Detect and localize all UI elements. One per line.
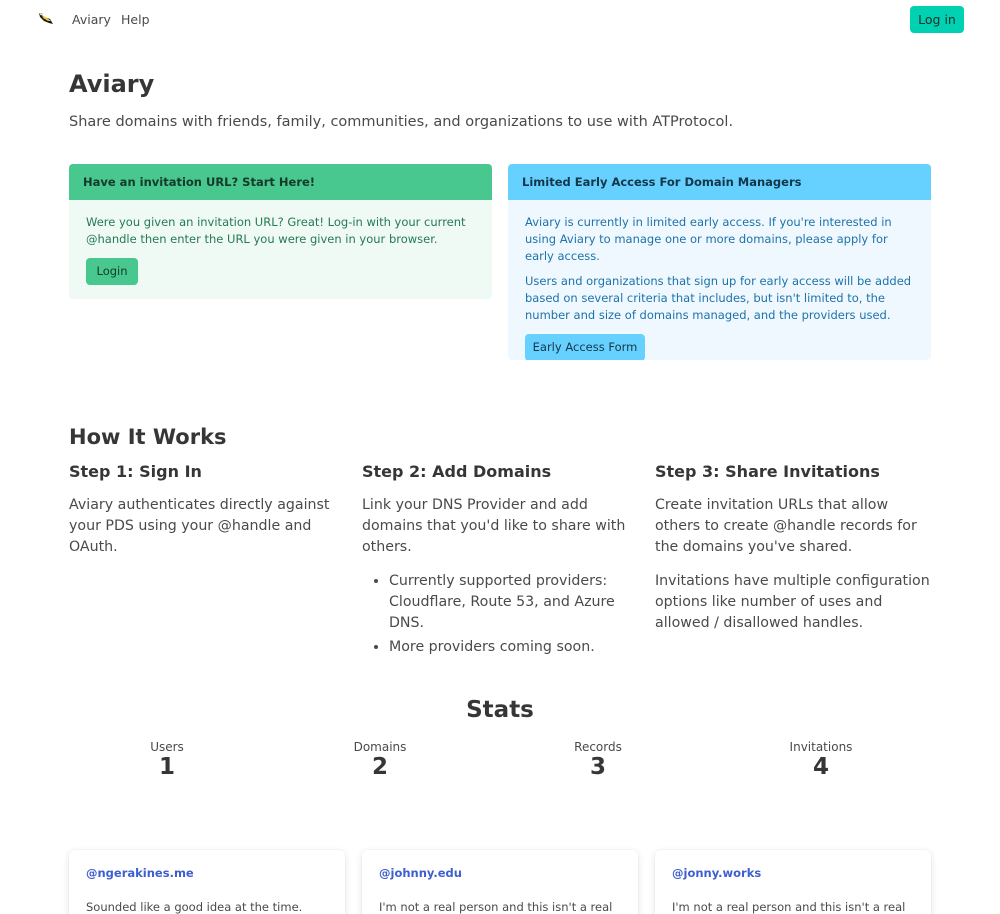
stat-value: 2 (371, 754, 388, 780)
nav-aviary-link[interactable]: Aviary (72, 12, 111, 27)
testimonial-text: I'm not a real person and this isn't a real (379, 900, 613, 914)
testimonial-text: Sounded like a good idea at the time. (86, 900, 303, 914)
navbar (0, 0, 1000, 38)
testimonial-handle-link[interactable]: @ngerakines.me (86, 866, 194, 880)
bird-logo-icon[interactable] (37, 10, 55, 28)
step-title: Step 3: Share Invitations (655, 462, 880, 481)
invitation-message (69, 164, 492, 299)
stat-label: Records (574, 740, 622, 754)
testimonial-handle-link[interactable]: @jonny.works (672, 866, 762, 880)
stat-label: Domains (353, 740, 407, 754)
list-item: • More providers coming soon. (389, 637, 642, 658)
list-item: • Currently supported providers: Cloudflare, Route 53, and Azure DNS. (389, 571, 642, 634)
step-description: Create invitation URLs that allow others to create @handle records for the domains you've shared. (655, 497, 917, 555)
stat-label: Users (150, 740, 184, 754)
invitation-message-header: Have an invitation URL? Start Here! (69, 164, 492, 200)
stat-invitations (761, 740, 881, 780)
testimonial-handle-link[interactable]: @johnny.edu (379, 866, 462, 880)
step-description: Invitations have multiple configuration options like number of uses and allowed / disallowed handles. (655, 573, 930, 631)
early-access-text-2: Users and organizations that sign up for early access will be added based on several criteria that includes, but isn't limited to, the number and size of domains managed, and the providers used. (525, 274, 912, 322)
nav-help-link[interactable]: Help (121, 12, 150, 27)
stat-label: Invitations (789, 740, 853, 754)
step-description: Aviary authenticates directly against your PDS using your @handle and OAuth. (69, 497, 330, 555)
testimonial-card (655, 850, 931, 914)
step-description: Link your DNS Provider and add domains that you'd like to share with others. (362, 497, 626, 555)
how-it-works-title: How It Works (69, 425, 227, 449)
step-title: Step 2: Add Domains (362, 462, 552, 481)
page-subtitle: Share domains with friends, family, communities, and organizations to use with ATProtocol. (69, 114, 734, 130)
stats-title: Stats (466, 697, 534, 723)
stat-records (538, 740, 658, 780)
stat-domains (320, 740, 440, 780)
step-sign-in (69, 462, 349, 571)
providers-list (389, 571, 642, 658)
stat-value: 1 (158, 754, 175, 780)
step-share-invitations (655, 462, 935, 647)
stat-users (107, 740, 227, 780)
testimonial-card (362, 850, 638, 914)
early-access-form-button[interactable]: Early Access Form (525, 334, 645, 360)
stat-value: 4 (812, 754, 829, 780)
testimonial-card (69, 850, 345, 914)
invitation-message-text: Were you given an invitation URL? Great! Log-in with your current @handle then enter the URL you were given in your browser. (86, 215, 466, 246)
step-title: Step 1: Sign In (69, 462, 202, 481)
early-access-text-1: Aviary is currently in limited early access. If you're interested in using Aviary to manage one or more domains, please apply for early access. (525, 215, 892, 263)
stat-value: 3 (589, 754, 606, 780)
testimonial-text: I'm not a real person and this isn't a real (672, 900, 906, 914)
early-access-message (508, 164, 931, 360)
invitation-login-button[interactable]: Login (86, 258, 138, 285)
early-access-message-body (508, 200, 931, 360)
page-title: Aviary (69, 70, 155, 98)
early-access-message-header: Limited Early Access For Domain Managers (508, 164, 931, 200)
step-add-domains (362, 462, 642, 661)
invitation-message-body (69, 200, 492, 299)
login-button[interactable]: Log in (910, 6, 964, 33)
